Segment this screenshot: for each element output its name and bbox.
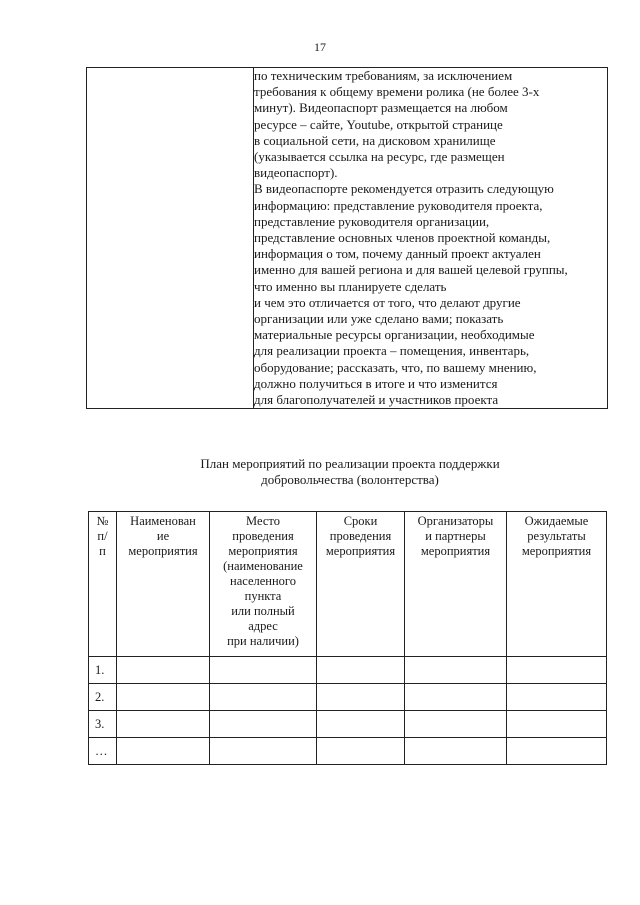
table-row bbox=[89, 711, 607, 738]
text-line: должно получиться в итоге и что изменится bbox=[254, 375, 498, 391]
paragraph-requirements bbox=[254, 68, 607, 181]
header-line: Ожидаемые bbox=[524, 514, 589, 528]
header-line: мероприятия bbox=[420, 544, 491, 558]
text-line: минут). Видеопаспорт размещается на любом bbox=[254, 100, 508, 116]
event-name-cell[interactable] bbox=[117, 684, 210, 711]
text-line: материальные ресурсы организации, необходимые bbox=[254, 327, 535, 343]
text-line: (указывается ссылка на ресурс, где размещен bbox=[254, 149, 505, 165]
event-location-cell[interactable] bbox=[210, 684, 317, 711]
event-location-cell[interactable] bbox=[210, 657, 317, 684]
text-line: в социальной сети, на дисковом хранилище bbox=[254, 132, 496, 148]
text-line: требования к общему времени ролика (не более 3-х bbox=[254, 84, 540, 100]
header-line: п bbox=[99, 544, 106, 558]
text-line: информацию: представление руководителя проекта, bbox=[254, 197, 543, 213]
text-line: и чем это отличается от того, что делают другие bbox=[254, 294, 521, 310]
header-line: пункта bbox=[244, 589, 282, 603]
row-number: 1. bbox=[89, 657, 117, 684]
text-line: информация о том, почему данный проект актуален bbox=[254, 246, 541, 262]
header-line: Сроки bbox=[343, 514, 378, 528]
header-line: Место bbox=[246, 514, 280, 528]
events-plan-table bbox=[88, 511, 607, 765]
row-number: … bbox=[89, 738, 117, 765]
header-line: № bbox=[96, 514, 109, 528]
header-line: проведения bbox=[232, 529, 294, 543]
header-line: или полный bbox=[231, 604, 295, 618]
organizers-cell[interactable] bbox=[405, 738, 507, 765]
event-location-cell[interactable] bbox=[210, 738, 317, 765]
header-line: (наименование bbox=[223, 559, 303, 573]
event-name-cell[interactable] bbox=[117, 711, 210, 738]
plan-section-title bbox=[150, 456, 550, 488]
header-event-name bbox=[117, 512, 210, 657]
text-line: В видеопаспорте рекомендуется отразить следующую bbox=[254, 181, 554, 197]
header-event-dates bbox=[317, 512, 405, 657]
header-line: ие bbox=[156, 529, 170, 543]
text-line: что именно вы планируете сделать bbox=[254, 278, 447, 294]
page-number: 17 bbox=[314, 40, 326, 54]
header-line: адрес bbox=[248, 619, 278, 633]
header-line: при наличии) bbox=[227, 634, 299, 648]
header-line: населенного bbox=[230, 574, 296, 588]
organizers-cell[interactable] bbox=[405, 657, 507, 684]
header-line: п/ bbox=[97, 529, 108, 543]
text-line: ресурсе – сайте, Youtube, открытой странице bbox=[254, 116, 503, 132]
table-row bbox=[89, 657, 607, 684]
header-line: результаты bbox=[527, 529, 586, 543]
event-dates-cell[interactable] bbox=[317, 684, 405, 711]
header-line: мероприятия bbox=[325, 544, 396, 558]
table-header-row bbox=[89, 512, 607, 657]
header-line: Организаторы bbox=[417, 514, 494, 528]
text-line: по техническим требованиям, за исключением bbox=[254, 68, 513, 83]
text-line: для благополучателей и участников проекта bbox=[254, 392, 499, 408]
paragraph-recommendations bbox=[254, 181, 607, 408]
continuation-table bbox=[86, 67, 608, 409]
text-line: именно для вашей региона и для вашей целевой группы, bbox=[254, 262, 568, 278]
text-line: представление основных членов проектной команды, bbox=[254, 230, 551, 246]
expected-results-cell[interactable] bbox=[507, 684, 607, 711]
header-organizers bbox=[405, 512, 507, 657]
row-number: 3. bbox=[89, 711, 117, 738]
header-expected-results bbox=[507, 512, 607, 657]
header-number bbox=[89, 512, 117, 657]
expected-results-cell[interactable] bbox=[507, 738, 607, 765]
empty-left-cell bbox=[87, 68, 254, 409]
text-line: для реализации проекта – помещения, инвентарь, bbox=[254, 343, 530, 359]
section-title-line: План мероприятий по реализации проекта поддержки bbox=[200, 456, 500, 471]
header-event-location bbox=[210, 512, 317, 657]
header-line: проведения bbox=[329, 529, 392, 543]
event-name-cell[interactable] bbox=[117, 657, 210, 684]
header-line: мероприятия bbox=[228, 544, 298, 558]
expected-results-cell[interactable] bbox=[507, 657, 607, 684]
header-line: Наименован bbox=[130, 514, 196, 528]
expected-results-cell[interactable] bbox=[507, 711, 607, 738]
header-line: мероприятия bbox=[128, 544, 198, 558]
text-line: представление руководителя организации, bbox=[254, 213, 490, 229]
event-dates-cell[interactable] bbox=[317, 657, 405, 684]
row-number: 2. bbox=[89, 684, 117, 711]
event-dates-cell[interactable] bbox=[317, 738, 405, 765]
section-title-line: добровольчества (волонтерства) bbox=[261, 472, 439, 487]
table-row bbox=[89, 738, 607, 765]
text-line: оборудование; рассказать, что, по вашему мнению, bbox=[254, 359, 537, 375]
organizers-cell[interactable] bbox=[405, 711, 507, 738]
table-row bbox=[89, 684, 607, 711]
video-passport-description bbox=[254, 68, 608, 409]
header-line: и партнеры bbox=[425, 529, 486, 543]
event-dates-cell[interactable] bbox=[317, 711, 405, 738]
text-line: организации или уже сделано вами; показать bbox=[254, 311, 504, 327]
event-name-cell[interactable] bbox=[117, 738, 210, 765]
header-line: мероприятия bbox=[521, 544, 592, 558]
text-line: видеопаспорт). bbox=[254, 165, 338, 181]
organizers-cell[interactable] bbox=[405, 684, 507, 711]
event-location-cell[interactable] bbox=[210, 711, 317, 738]
